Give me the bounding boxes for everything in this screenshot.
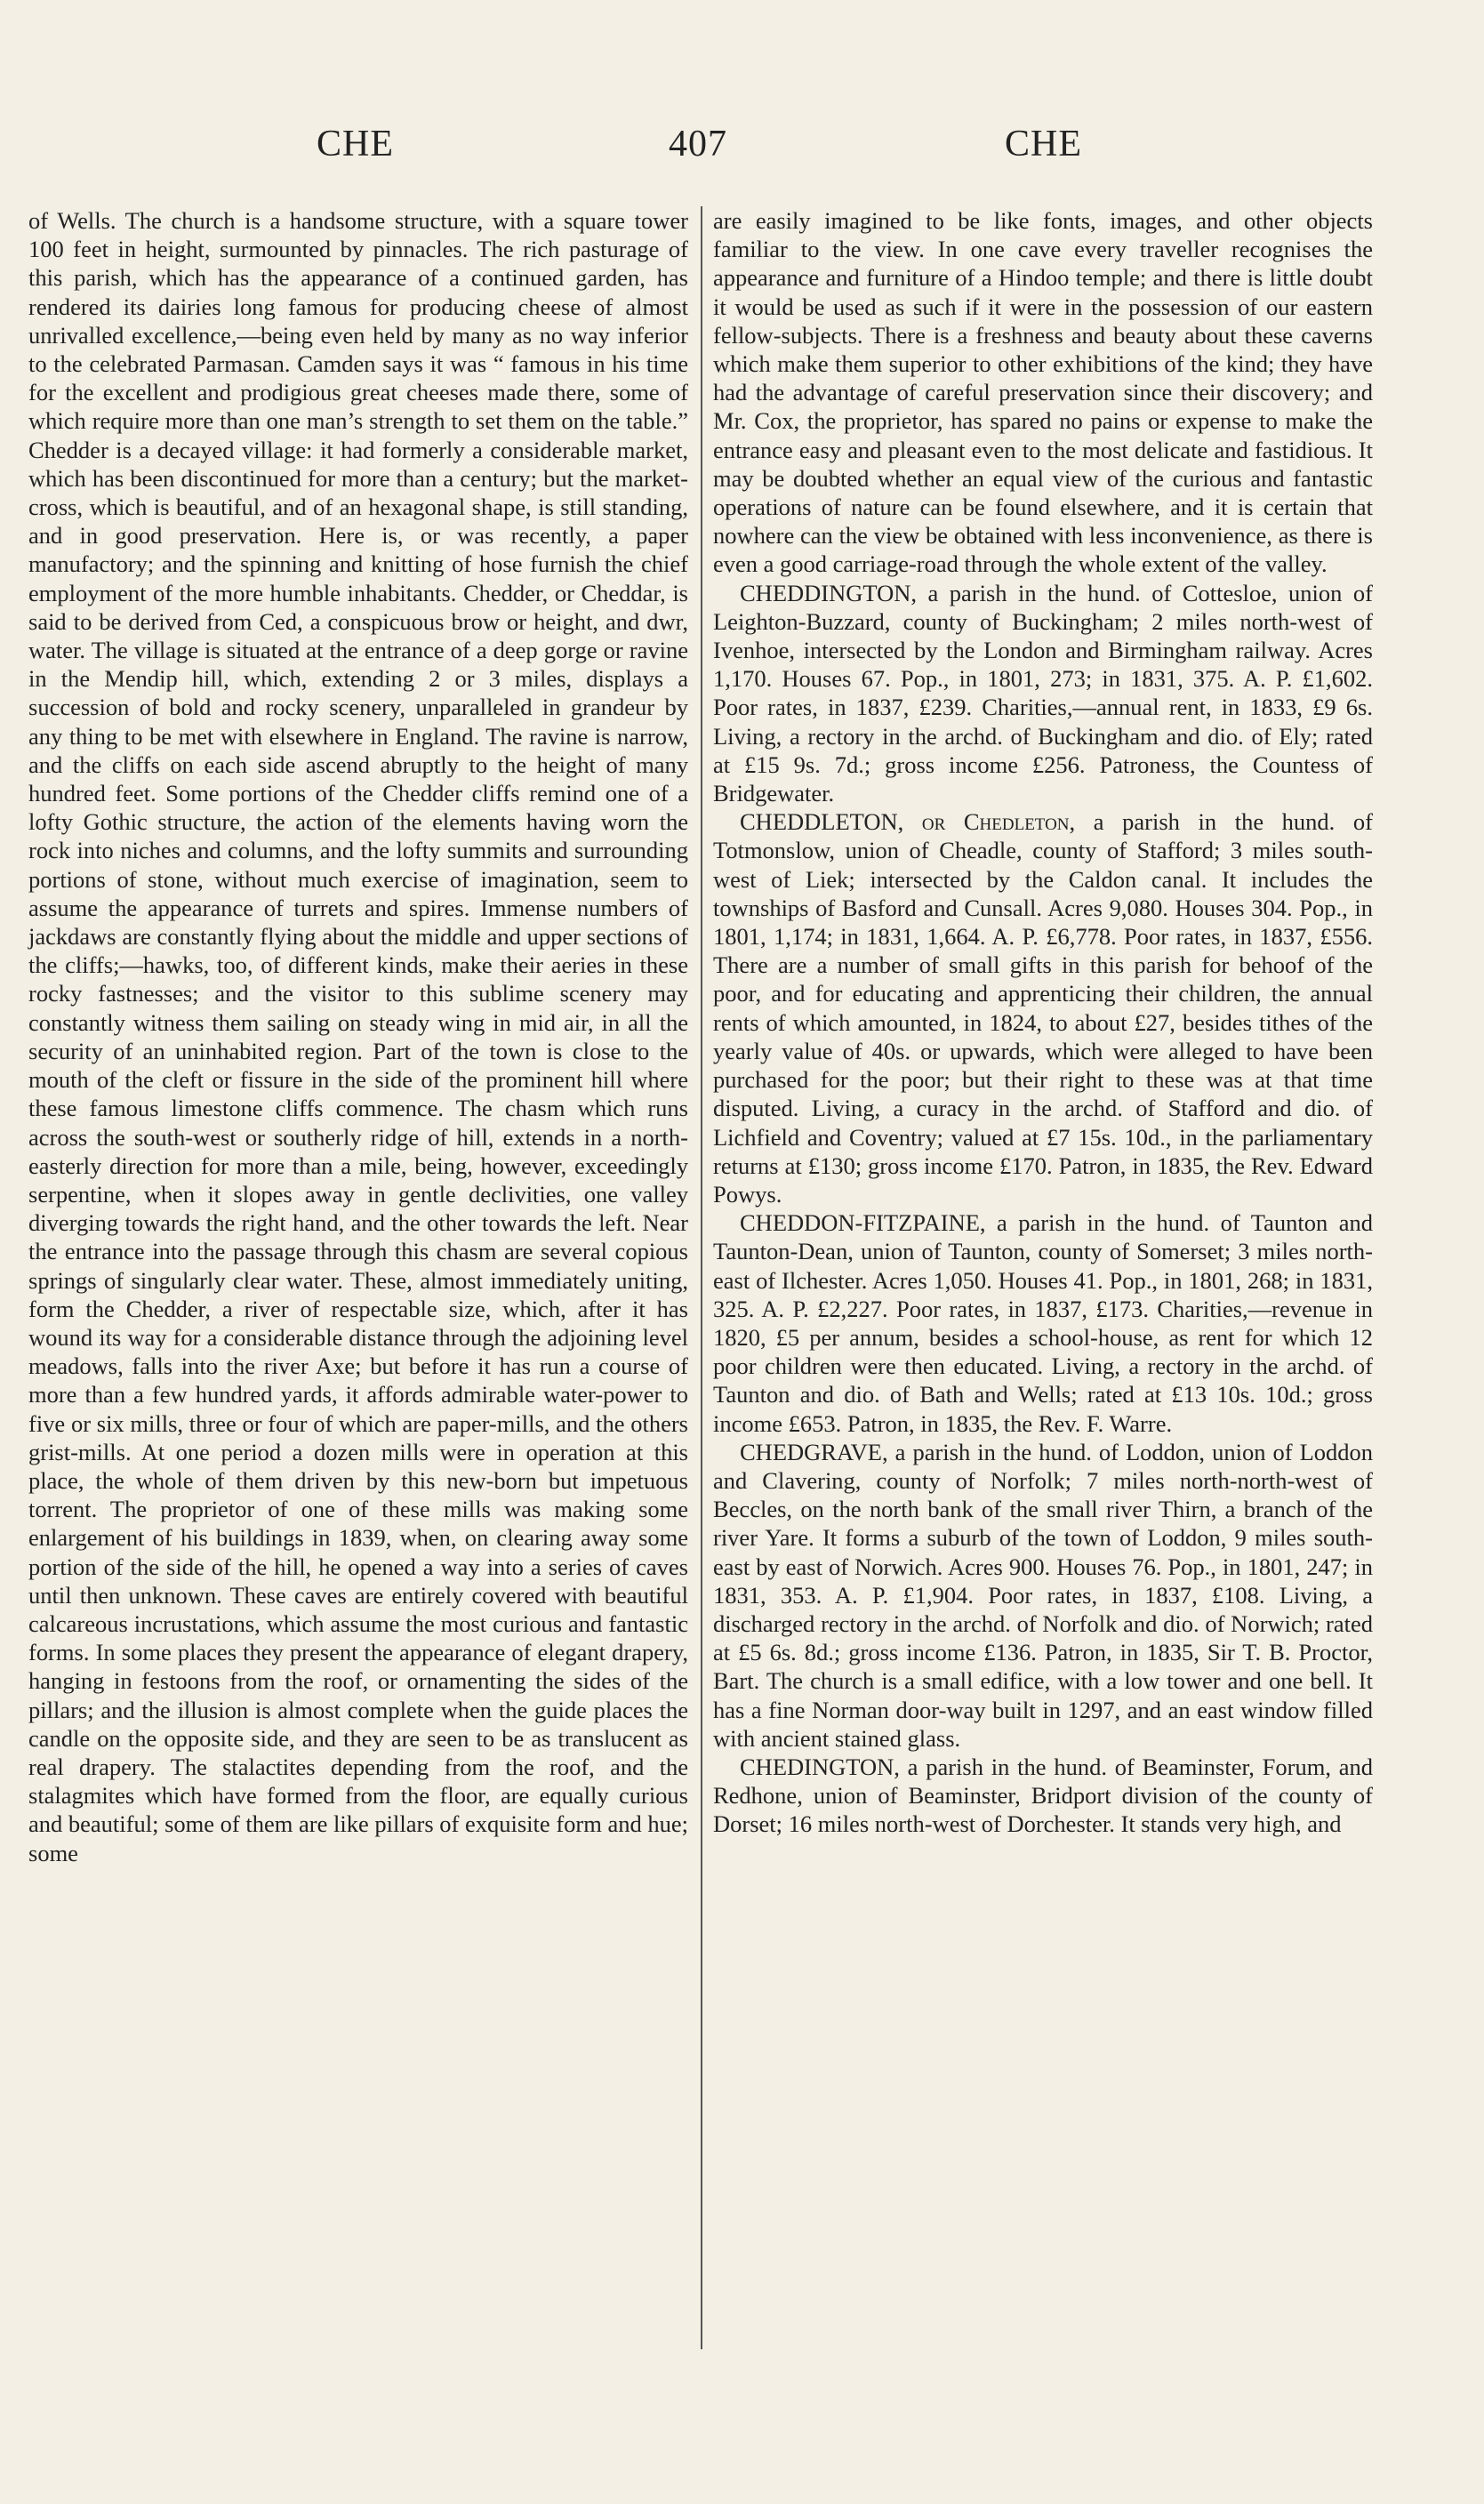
right-column [713,206,1373,1839]
header-right-catchword: CHE [1005,124,1082,165]
entry-text: a parish in the hund. of Cottesloe, union of Leighton-Buzzard, county of Buckingham; 2 miles north-west of Ivenhoe, intersected by the London and Birmingham railway. Acres 1,170. Houses 67. Pop., in 1801, 273; in 1831, 375. A. P. £1,602. Poor rates, in 1837, £239. Charities,—annual rent, in 1833, £9 6s. Living, a rectory in the archd. of Buckingham and dio. of Ely; rated at £15 9s. 7d.; gross income £256. Patroness, the Countess of Bridgewater. [713,579,1373,807]
running-header [0,123,1484,176]
entry-text: a parish in the hund. of Loddon, union of Loddon and Clavering, county of Norfolk; 7 miles north-north-west of Beccles, on the north bank of the small river Thirn, a branch of the river Yare. It forms a suburb of the town of Loddon, 9 miles south-east by east of Norwich. Acres 900. Houses 76. Pop., in 1801, 247; in 1831, 353. A. P. £1,904. Poor rates, in 1837, £108. Living, a discharged rectory in the archd. of Norfolk and dio. of Norwich; rated at £5 6s. 8d.; gross income £136. Patron, in 1835, Sir T. B. Proctor, Bart. The church is a small edifice, with a low tower and one bell. It has a fine Norman door-way built in 1297, and an east window filled with ancient stained glass. [713,1438,1374,1752]
gazetteer-entry [713,1438,1373,1753]
page-number: 407 [669,124,727,165]
entry-headword: CHEDINGTON, [740,1753,900,1780]
left-column [28,206,688,1867]
entry-headword: CHEDDLETON, [740,808,904,836]
continued-paragraph: of Wells. The church is a handsome structure, with a square tower 100 feet in height, surmounted by pinnacles. The rich pasturage of this parish, which has the appearance of a continued garden, has rendered its dairies long famous for producing cheese of almost unrivalled excellence,—being even held by many as no way inferior to the celebrated Parmasan. Camden says it was “ famous in his time for the excellent and prodigious great cheeses made there, some of which require more than one man’s strength to set them on the table.” Chedder is a decayed village: it had formerly a considerable market, which has been discontinued for more than a century; but the market-cross, which is beautiful, and of an hexagonal shape, is still standing, and in good preservation. Here is, or was recently, a paper manufactory; and the spinning and knitting of hose furnish the chief employment of the more humble inhabitants. Chedder, or Cheddar, is said to be derived from Ced, a conspicuous brow or height, and dwr, water. The village is situated at the entrance of a deep gorge or ravine in the Mendip hill, which, extending 2 or 3 miles, displays a succession of bold and rocky scenery, unparalleled in grandeur by any thing to be met with elsewhere in England. The ravine is narrow, and the cliffs on each side ascend abruptly to the height of many hundred feet. Some portions of the Chedder cliffs remind one of a lofty Gothic structure, the action of the elements having worn the rock into niches and columns, and the lofty summits and surrounding portions of stone, without much exercise of imagination, seem to assume the appearance of turrets and spires. Immense numbers of jackdaws are constantly flying about the middle and upper sections of the cliffs;—hawks, too, of different kinds, make their aeries in these rocky fastnesses; and the visitor to this sublime scenery may constantly witness them sailing on steady wing in mid air, in all the security of an uninhabited region. Part of the town is close to the mouth of the cleft or fissure in the side of the prominent hill where these famous limestone cliffs commence. The chasm which runs across the south-west or southerly ridge of hill, extends in a north-easterly direction for more than a mile, being, however, exceedingly serpentine, when it slopes away in gentle declivities, one valley diverging towards the right hand, and the other towards the left. Near the entrance into the passage through this chasm are several copious springs of singularly clear water. These, almost immediately uniting, form the Chedder, a river of respectable size, which, after it has wound its way for a considerable distance through the adjoining level meadows, falls into the river Axe; but before it has run a course of more than a few hundred yards, it affords admirable water-power to five or six mills, three or four of which are paper-mills, and the others grist-mills. At one period a dozen mills were in operation at this place, the whole of them driven by this new-born but impetuous torrent. The proprietor of one of these mills was making some enlargement of his buildings in 1839, when, on clearing away some portion of the side of the hill, he opened a way into a series of caves until then unknown. These caves are entirely covered with beautiful calcareous incrustations, which assume the most curious and fantastic forms. In some places they present the appearance of elegant drapery, hanging in festoons from the roof, or ornamenting the sides of the pillars; and the illusion is almost complete when the guide places the candle on the opposite side, and they are seen to be as translucent as real drapery. The stalactites depending from the roof, and the stalagmites which have formed from the floor, are equally curious and beautiful; some of them are like pillars of exquisite form and hue; some [28,207,688,1866]
entry-text: a parish in the hund. of Totmonslow, union of Cheadle, county of Stafford; 3 miles south-west of Liek; intersected by the Caldon canal. It includes the townships of Basford and Cunsall. Acres 9,080. Houses 304. Pop., in 1801, 1,174; in 1831, 1,664. A. P. £6,778. Poor rates, in 1837, £556. There are a number of small gifts in this parish for behoof of the poor, and for educating and apprenticing their children, the annual rents of which amounted, in 1824, to about £27, besides tithes of the yearly value of 40s. or upwards, which were alleged to have been purchased for the poor; but their right to these was at that time disputed. Living, a curacy in the archd. of Stafford and dio. of Lichfield and Coventry; valued at £7 15s. 10d., in the parliamentary returns at £130; gross income £170. Patron, in 1835, the Rev. Edward Powys. [713,808,1373,1208]
entry-headword: CHEDDINGTON, [740,579,917,606]
entry-text: a parish in the hund. of Beaminster, Forum, and Redhone, union of Beaminster, Bridport division of the county of Dorset; 16 miles north-west of Dorchester. It stands very high, and [713,1753,1373,1838]
column-divider [701,206,702,2349]
continued-paragraph: are easily imagined to be like fonts, images, and other objects familiar to the view. In one cave every traveller recognises the appearance and furniture of a Hindoo temple; and there is little doubt it would be used as such if it were in the possession of our eastern fellow-subjects. There is a freshness and beauty about these caverns which make them superior to other exhibitions of the kind; they have had the advantage of careful preservation since their discovery; and Mr. Cox, the proprietor, has spared no pains or expense to make the entrance easy and pleasant even to the most delicate and fastidious. It may be doubted whether an equal view of the curious and fantastic operations of nature can be found elsewhere, and it is certain that nowhere can the view be obtained with less inconvenience, as there is even a good carriage-road through the whole extent of the valley. [713,207,1373,578]
gazetteer-entry [713,579,1373,808]
entry-alt-name: or Chedleton, [921,808,1076,836]
entry-headword: CHEDGRAVE, [740,1438,888,1465]
entry-headword: CHEDDON-FITZPAINE, [740,1209,986,1237]
entry-text: a parish in the hund. of Taunton and Taunton-Dean, union of Taunton, county of Somerset; 3 miles north-east of Ilchester. Acres 1,050. Houses 41. Pop., in 1801, 268; in 1831, 325. A. P. £2,227. Poor rates, in 1837, £173. Charities,—revenue in 1820, £5 per annum, besides a school-house, as rent for which 12 poor children were then educated. Living, a rectory in the archd. of Taunton and dio. of Bath and Wells; rated at £13 10s. 10d.; gross income £653. Patron, in 1835, the Rev. F. Warre. [713,1209,1373,1437]
header-left-catchword: CHE [317,124,394,165]
gazetteer-entry [713,807,1373,1208]
gazetteer-entry [713,1753,1373,1839]
gazetteer-entry [713,1208,1373,1438]
